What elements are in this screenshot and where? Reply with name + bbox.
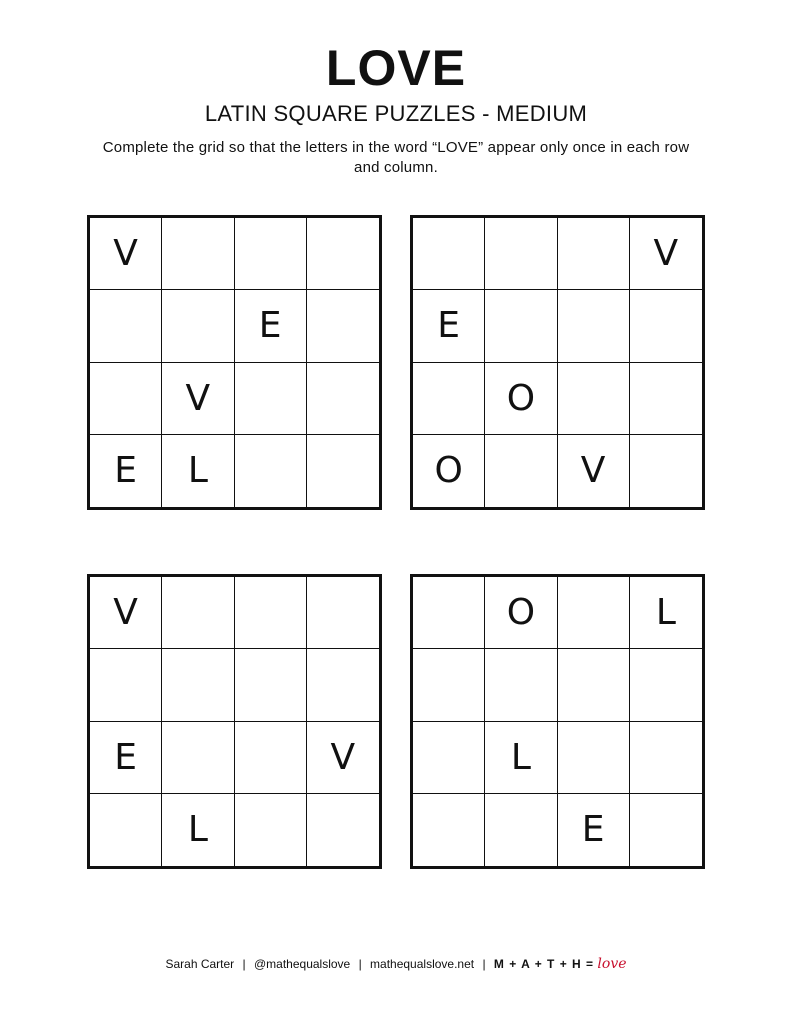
grid-cell: L: [485, 722, 557, 794]
grid-cell: [413, 363, 485, 435]
grid-cell: [235, 649, 307, 721]
grid-cell: [307, 577, 379, 649]
page-title: LOVE: [325, 40, 467, 96]
grid-cell: V: [90, 577, 162, 649]
grid-cell: V: [90, 218, 162, 290]
grid-cell: V: [162, 363, 234, 435]
grid-cell: [307, 290, 379, 362]
grid-cell: V: [558, 435, 630, 507]
grid-cell: V: [630, 218, 702, 290]
grid-cell: [558, 577, 630, 649]
grid-cell: [162, 649, 234, 721]
grid-cell: [485, 218, 557, 290]
grid-cell: [90, 290, 162, 362]
grid-cell: [307, 435, 379, 507]
grid-cell: [630, 363, 702, 435]
footer-separator: |: [482, 957, 486, 971]
grid-cell: O: [485, 363, 557, 435]
grid-cell: [558, 363, 630, 435]
grid-cell: [235, 363, 307, 435]
grid-cell: [485, 794, 557, 866]
grid-cell: [235, 577, 307, 649]
grid-cell: [630, 435, 702, 507]
grid-cell: [307, 363, 379, 435]
grid-cell: E: [90, 435, 162, 507]
grid-cell: [485, 435, 557, 507]
grid-cell: [307, 218, 379, 290]
grid-cell: E: [558, 794, 630, 866]
puzzle-grid-2: [410, 215, 705, 510]
grid-cell: [235, 794, 307, 866]
grid-cell: [413, 649, 485, 721]
grid-cell: [90, 794, 162, 866]
page-subtitle: LATIN SQUARE PUZZLES - MEDIUM: [204, 101, 588, 126]
grid-cell: [630, 722, 702, 794]
grid-cell: [235, 722, 307, 794]
puzzle-grid-4: [410, 574, 705, 869]
puzzle-grid-3: [87, 574, 382, 869]
footer-brand-love: love: [597, 956, 627, 972]
footer-handle: @mathequalslove: [253, 957, 351, 971]
grid-cell: [235, 435, 307, 507]
grid-cell: [235, 218, 307, 290]
grid-cell: [485, 649, 557, 721]
footer: [0, 955, 792, 973]
grid-cell: [485, 290, 557, 362]
footer-website: mathequalslove.net: [370, 957, 475, 971]
grid-cell: [307, 794, 379, 866]
grid-cell: [413, 577, 485, 649]
grid-cell: E: [90, 722, 162, 794]
grid-cell: L: [630, 577, 702, 649]
grid-cell: [630, 794, 702, 866]
grid-cell: [558, 290, 630, 362]
grid-cell: E: [235, 290, 307, 362]
grid-cell: [413, 722, 485, 794]
grid-cell: L: [162, 435, 234, 507]
grid-cell: [90, 649, 162, 721]
grid-cell: V: [307, 722, 379, 794]
footer-separator: |: [358, 957, 362, 971]
instructions-text: Complete the grid so that the letters in the word “LOVE” appear only once in each row and column.: [102, 139, 690, 176]
grid-cell: [162, 722, 234, 794]
grid-cell: [162, 577, 234, 649]
footer-brand: M + A + T + H =: [493, 957, 595, 971]
grid-cell: [630, 290, 702, 362]
grid-cell: O: [485, 577, 557, 649]
puzzle-grid-1: [87, 215, 382, 510]
grid-cell: [162, 218, 234, 290]
footer-author: Sarah Carter: [165, 957, 235, 971]
grid-cell: E: [413, 290, 485, 362]
grid-cell: [630, 649, 702, 721]
grid-cell: [90, 363, 162, 435]
grid-cell: O: [413, 435, 485, 507]
footer-separator: |: [242, 957, 246, 971]
grid-cell: [413, 218, 485, 290]
grid-cell: [558, 722, 630, 794]
grid-cell: [558, 649, 630, 721]
grid-cell: L: [162, 794, 234, 866]
grid-cell: [307, 649, 379, 721]
grid-cell: [558, 218, 630, 290]
grid-cell: [162, 290, 234, 362]
grid-cell: [413, 794, 485, 866]
